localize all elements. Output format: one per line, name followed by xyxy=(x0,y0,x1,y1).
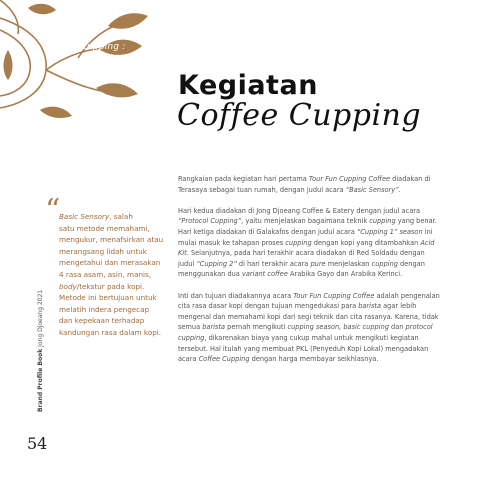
brand-subtitle: Jong Djoeang 2021 xyxy=(37,289,44,347)
body-paragraph: Inti dan tujuan diadakannya acara Tour Fun Cupping Coffee adalah pengenalan cita rasa dasar kopi dengan tujuan mengedukasi para barista agar lebih mengenal dan memahami kopi dari segi teknik dan cita rasanya. Karena, tidak semua barista pernah mengikuti cupping season, basic cupping dan protocol cupping, dikarenakan biaya yang cukup mahal untuk mengikuti kegiatan tersebut. Hal itulah yang membuat PKL (Penyeduh Kopi Lokal) mengadakan acara Coffee Cupping dengan harga membayar seikhlasnya. xyxy=(178,291,440,364)
quote-line: Metode ini bertujuan untuk xyxy=(59,293,157,303)
quote-line: merangsang lidah untuk xyxy=(59,246,147,256)
quote-line: kandungan rasa dalam kopi. xyxy=(59,327,162,337)
quote-line: dan kepekaan terhadap xyxy=(59,316,145,326)
body-text xyxy=(178,174,440,375)
quote-line: Basic Sensory, salah xyxy=(59,212,133,221)
pull-quote xyxy=(59,211,169,339)
quote-line: mengukur, menafsirkan atau xyxy=(59,235,164,245)
coffee-leaf-ornament xyxy=(0,0,200,120)
quote-line: 4 rasa asam, asin, manis, xyxy=(59,269,152,279)
quote-line: mengetahui dan merasakan xyxy=(59,258,161,268)
page-number: 54 xyxy=(27,434,48,453)
page-subtitle: Coffee Cupping xyxy=(177,98,422,133)
body-paragraph: Hari kedua diadakan di Jong Djoeang Coffee & Eatery dengan judul acara “Protocol Cupping”, yaitu menjelaskan bagaimana teknik cupping yang benar. Hari ketiga diadakan di Galakafos dengan judul acara “Cupping 1” season ini mulai masuk ke tahapan proses cupping dengan kopi yang ditambahkan Acid Kit. Selanjutnya, pada hari terakhir acara diadakan di Red Soldadu dengan judul “Cupping 2” di hari terakhir acara pure menjelaskan cupping dengan menggunakan dua variant coffee Arabika Gayo dan Arabika Kerinci. xyxy=(178,206,437,279)
body-paragraph: Rangkaian pada kegiatan hari pertama Tour Fun Cupping Coffee diadakan di Terasaya sebagai tuan rumah, dengan judul acara “Basic Sensory”. xyxy=(178,175,431,194)
quote-line: satu metode memahami, xyxy=(59,223,150,233)
section-label: Coffee Cupping : xyxy=(47,42,126,52)
quote-line: melatih indera pengecap xyxy=(59,304,150,314)
quote-line: body/tekstur pada kopi. xyxy=(59,281,145,291)
side-caption xyxy=(37,290,47,412)
brand-label: Brand Profile Book xyxy=(37,348,44,412)
quote-mark: “ xyxy=(45,193,61,228)
page-title: Kegiatan xyxy=(178,70,318,101)
